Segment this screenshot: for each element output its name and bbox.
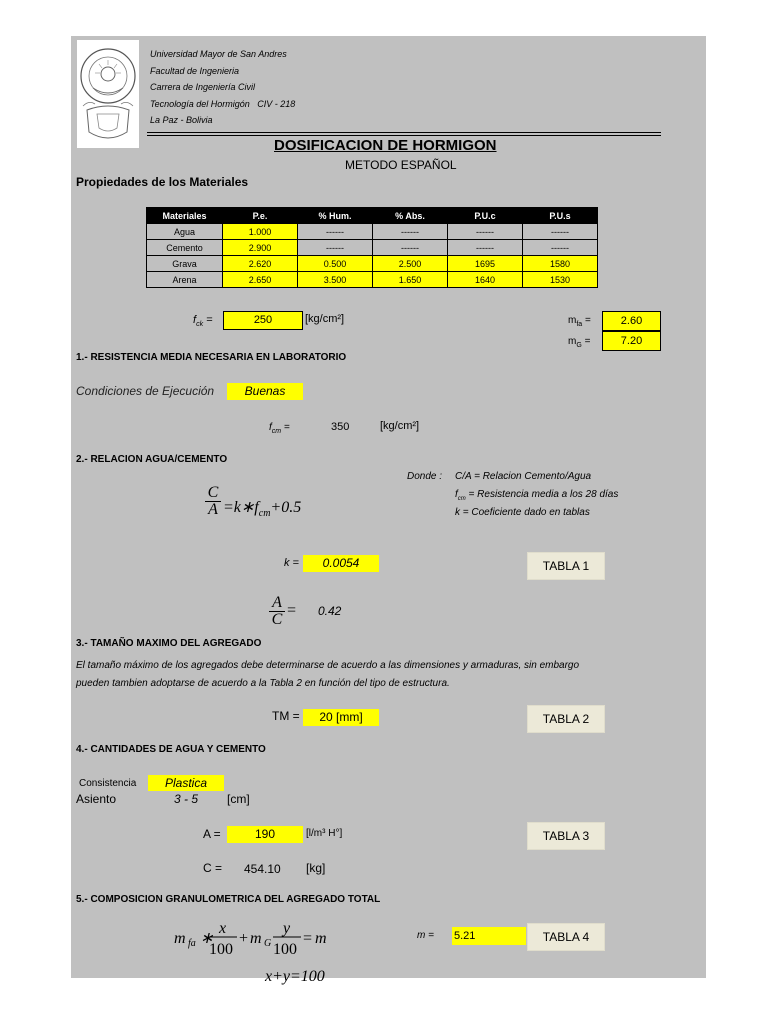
formula-ca-fraction (205, 485, 221, 518)
sum-equation: x+y=100 (265, 968, 325, 985)
table-cell: ------ (448, 224, 523, 240)
university-seal-logo (77, 40, 139, 148)
tabla-4-button[interactable]: TABLA 4 (527, 923, 605, 951)
formula-rhs-main: =k∗f (223, 499, 259, 516)
mfa-equals: = (582, 315, 591, 326)
svg-text:G: G (264, 938, 272, 949)
table-cell[interactable]: 1640 (448, 272, 523, 288)
definition-ca: C/A = Relacion Cemento/Agua (455, 471, 592, 482)
table-cell: ------ (373, 224, 448, 240)
mfa-input[interactable]: 2.60 (602, 311, 661, 331)
slump-value: 3 - 5 (174, 792, 199, 806)
table-cell[interactable]: 2.900 (223, 240, 298, 256)
tabla-2-button[interactable]: TABLA 2 (527, 705, 605, 733)
fcm-symbol: f (269, 422, 272, 433)
formula-rhs-subscript: cm (258, 508, 271, 520)
header-divider (147, 135, 661, 136)
fraction-numerator: A (272, 594, 282, 611)
svg-text:+: + (239, 930, 249, 947)
svg-text:fa: fa (188, 938, 196, 949)
fcm-subscript: cm (271, 428, 282, 435)
column-header: % Abs. (373, 208, 448, 224)
ac-equals: = (286, 602, 297, 619)
m-label: m = (417, 930, 434, 941)
section-1-heading: 1.- RESISTENCIA MEDIA NECESARIA EN LABORATORIO (76, 352, 347, 363)
table-row (147, 272, 598, 288)
table-cell[interactable]: 1.000 (223, 224, 298, 240)
fck-input[interactable]: 250 (223, 311, 303, 330)
tabla-1-button[interactable]: TABLA 1 (527, 552, 605, 580)
header-line: Tecnología del Hormigón CIV - 218 (150, 98, 296, 109)
header-divider (147, 132, 661, 133)
section-2-heading: 2.- RELACION AGUA/CEMENTO (76, 454, 228, 465)
fraction-numerator: C (207, 484, 219, 501)
svg-text:100: 100 (209, 941, 233, 958)
table-cell: Arena (147, 272, 223, 288)
table-cell[interactable]: 3.500 (298, 272, 373, 288)
water-unit: [l/m³ H°] (306, 828, 343, 839)
fck-symbol: f (193, 314, 197, 326)
tm-label: TM = (272, 709, 300, 723)
def-fcm-subscript: cm (457, 496, 466, 502)
table-row (147, 240, 598, 256)
m-value[interactable]: 5.21 (452, 927, 526, 945)
mfa-label (568, 315, 591, 328)
tabla-3-button[interactable]: TABLA 3 (527, 822, 605, 850)
k-label: k = (284, 557, 299, 569)
mg-equals: = (581, 336, 591, 347)
table-cell[interactable]: 0.500 (298, 256, 373, 272)
table-cell[interactable]: 2.620 (223, 256, 298, 272)
fck-subscript: ck (196, 321, 204, 329)
table-cell: Grava (147, 256, 223, 272)
table-cell[interactable]: 1.650 (373, 272, 448, 288)
header-line: Carrera de Ingeniería Civil (150, 82, 256, 92)
fcm-value: 350 (331, 421, 350, 433)
mg-input[interactable]: 7.20 (602, 331, 661, 351)
mfa-subscript: fa (576, 321, 583, 328)
table-cell: Agua (147, 224, 223, 240)
slump-unit: [cm] (227, 792, 250, 806)
table-cell[interactable]: 1530 (523, 272, 598, 288)
university-header (150, 46, 295, 129)
table-cell[interactable]: 2.650 (223, 272, 298, 288)
table-cell: Cemento (147, 240, 223, 256)
svg-text:∗: ∗ (200, 930, 214, 947)
granulometry-formula (171, 916, 341, 960)
formula-ca-rhs (223, 497, 301, 519)
fck-equals: = (203, 314, 213, 326)
svg-text:m: m (250, 930, 262, 947)
properties-heading: Propiedades de los Materiales (76, 175, 249, 189)
worksheet (71, 36, 706, 978)
page-subtitle: METODO ESPAÑOL (345, 158, 457, 172)
svg-text:x: x (219, 920, 227, 937)
water-input[interactable]: 190 (227, 826, 303, 843)
svg-text:m: m (174, 930, 186, 947)
consistency-select[interactable]: Plastica (148, 775, 224, 791)
column-header: P.e. (223, 208, 298, 224)
formula-ac-fraction (269, 595, 285, 628)
fraction-denominator: C (269, 611, 285, 628)
definition-k: k = Coeficiente dado en tablas (455, 507, 590, 518)
svg-text:y: y (283, 920, 291, 937)
table-cell: ------ (523, 224, 598, 240)
svg-text:m: m (315, 930, 327, 947)
table-cell: ------ (298, 240, 373, 256)
conditions-label: Condiciones de Ejecución (76, 384, 215, 398)
conditions-select[interactable]: Buenas (227, 383, 303, 400)
column-header: % Hum. (298, 208, 373, 224)
table-header-row (147, 208, 598, 224)
donde-label: Donde : (407, 471, 443, 482)
cement-label: C = (203, 861, 223, 875)
slump-label: Asiento (76, 792, 117, 806)
page-title: DOSIFICACION DE HORMIGON (274, 137, 497, 154)
tm-select[interactable]: 20 [mm] (303, 709, 379, 726)
fck-unit: [kg/cm²] (305, 313, 345, 325)
cement-unit: [kg] (306, 861, 326, 875)
table-cell[interactable]: 1580 (523, 256, 598, 272)
def-fcm-symbol: f (455, 489, 458, 500)
svg-text:=: = (303, 930, 313, 947)
ac-value: 0.42 (318, 604, 342, 618)
section-3-text-line-2: pueden tambien adoptarse de acuerdo a la Tabla 2 en función del tipo de estructura. (76, 678, 450, 689)
table-cell: ------ (523, 240, 598, 256)
table-row (147, 224, 598, 240)
formula-rhs-tail: +0.5 (270, 499, 302, 516)
fcm-unit: [kg/cm²] (380, 420, 420, 432)
fck-label (193, 314, 213, 328)
section-3-text-line-1: El tamaño máximo de los agregados debe determinarse de acuerdo a las dimensiones y armaduras, sin embargo (76, 660, 580, 671)
column-header: P.U.c (448, 208, 523, 224)
materials-table (146, 207, 598, 288)
table-cell[interactable]: 1695 (448, 256, 523, 272)
water-label: A = (203, 827, 221, 841)
mg-symbol: m (568, 336, 577, 347)
column-header: P.U.s (523, 208, 598, 224)
mg-label (568, 336, 590, 349)
def-fcm-text: = Resistencia media a los 28 días (465, 489, 619, 500)
table-cell: ------ (373, 240, 448, 256)
header-line: La Paz - Bolivia (150, 115, 213, 125)
section-4-heading: 4.- CANTIDADES DE AGUA Y CEMENTO (76, 744, 266, 755)
svg-text:100: 100 (273, 941, 297, 958)
fcm-equals: = (281, 422, 290, 433)
k-input[interactable]: 0.0054 (303, 555, 379, 572)
mg-subscript: G (576, 342, 582, 349)
header-line: Universidad Mayor de San Andres (150, 49, 287, 59)
definition-fcm (455, 489, 618, 502)
section-5-heading: 5.- COMPOSICION GRANULOMETRICA DEL AGREGADO TOTAL (76, 894, 381, 905)
table-cell: ------ (448, 240, 523, 256)
header-line: Facultad de Ingenieria (150, 65, 240, 76)
table-cell[interactable]: 2.500 (373, 256, 448, 272)
cement-value: 454.10 (244, 862, 281, 876)
fraction-denominator: A (205, 501, 221, 518)
fcm-label (269, 422, 290, 435)
mfa-symbol: m (568, 315, 577, 326)
consistency-label: Consistencia (79, 778, 137, 789)
table-row (147, 256, 598, 272)
section-3-heading: 3.- TAMAÑO MAXIMO DEL AGREGADO (76, 638, 262, 649)
table-cell: ------ (298, 224, 373, 240)
column-header: Materiales (147, 208, 223, 224)
